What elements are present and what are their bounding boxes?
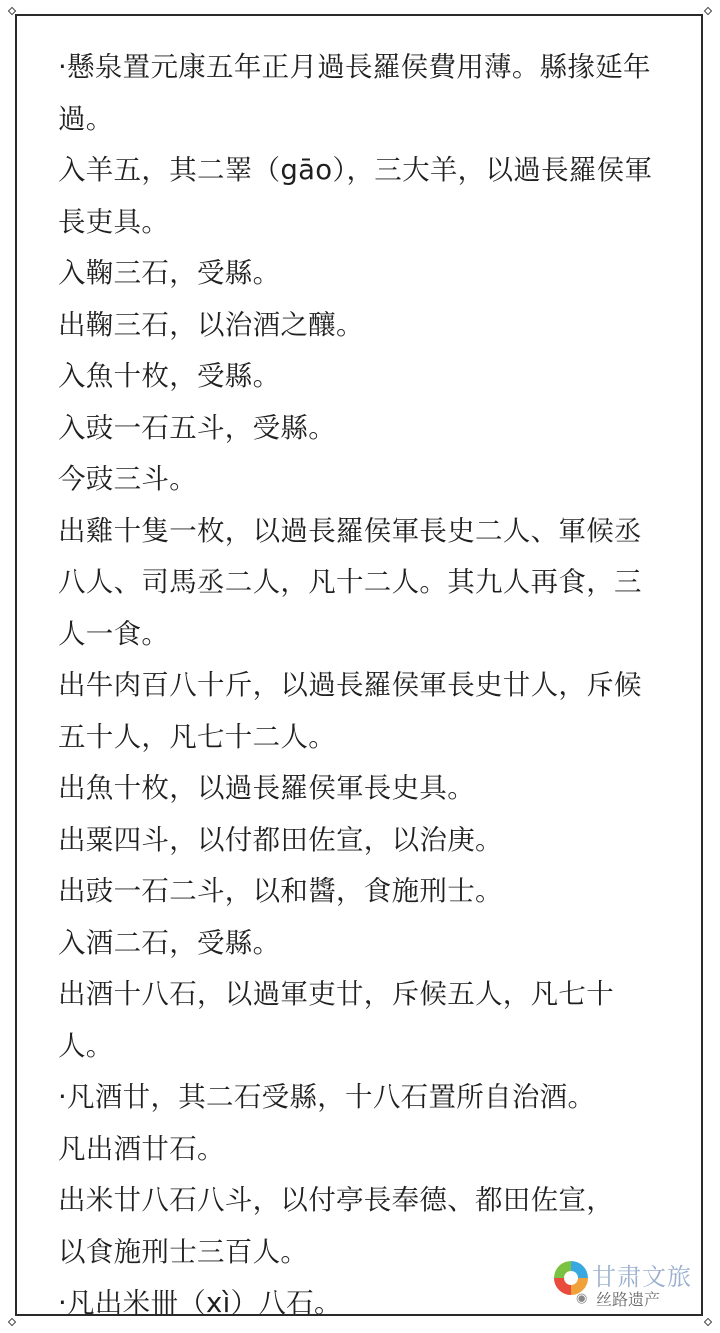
gansu-culture-tourism-logo-icon [554, 1261, 588, 1295]
text-line: 凡出酒廿石。 [58, 1132, 225, 1165]
text-line: 出酒十八石，以過軍吏廿，斥候五人，凡七十 [58, 978, 614, 1010]
text-line: 人。 [58, 1029, 114, 1062]
watermark [554, 1255, 702, 1311]
document-body [58, 42, 670, 1330]
text-line: 入魚十枚，受縣。 [58, 360, 281, 392]
corner-ornament [704, 7, 712, 15]
text-line: 出米廿八石八斗，以付亭長奉德、都田佐宣， [58, 1184, 614, 1216]
corner-ornament [704, 1318, 712, 1326]
text-line: 入酒二石，受縣。 [58, 926, 281, 959]
text-line: 人一食。 [58, 617, 170, 650]
text-line: 八人、司馬丞二人，凡十二人。其九人再食，三 [58, 566, 642, 598]
text-line: 出魚十枚，以過長羅侯軍長史具。 [58, 772, 475, 804]
text-line: 出豉一石二斗，以和醬，食施刑士。 [58, 875, 503, 907]
text-line: 過。 [58, 102, 114, 135]
text-line: ·凡出米卌（xì）八石。 [58, 1287, 342, 1319]
watermark-subtitle: 丝路遗产 [596, 1290, 661, 1309]
text-line: 出鞠三石，以治酒之釀。 [58, 308, 364, 341]
text-line: 出牛肉百八十斤，以過長羅侯軍長史廿人，斥候 [58, 669, 642, 701]
text-line: 入鞠三石，受縣。 [58, 257, 281, 289]
text-line: 入羊五，其二睪（gāo），三大羊，以過長羅侯軍 [58, 154, 653, 186]
text-line: 入豉一石五斗，受縣。 [58, 411, 336, 444]
text-line: 出雞十隻一枚，以過長羅侯軍長史二人、軍候丞 [58, 514, 642, 547]
wechat-icon: ◉ [576, 1291, 588, 1306]
text-line: 今豉三斗。 [58, 463, 197, 495]
corner-ornament [8, 1318, 16, 1326]
text-line: 出粟四斗，以付都田佐宣，以治庚。 [58, 823, 503, 856]
text-line: 以食施刑士三百人。 [58, 1235, 309, 1268]
text-line: ·凡酒廿，其二石受縣，十八石置所自治酒。 [58, 1081, 596, 1113]
text-line: ·懸泉置元康五年正月過長羅侯費用薄。縣掾延年 [58, 51, 651, 83]
watermark-title: 甘肃文旅 [592, 1263, 692, 1291]
text-line: 五十人，凡七十二人。 [58, 720, 336, 753]
text-line: 長吏具。 [58, 205, 170, 238]
